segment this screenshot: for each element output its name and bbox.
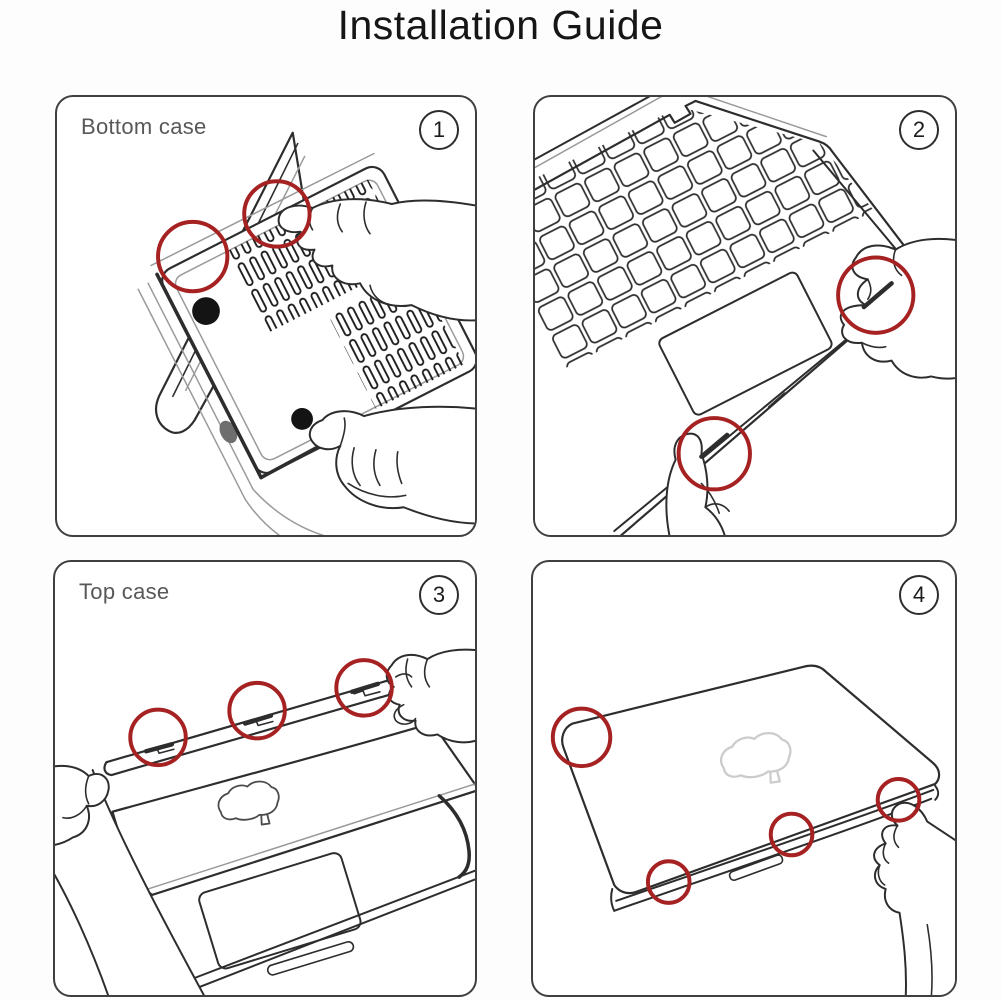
step-number: 1 — [432, 117, 446, 142]
hand-right — [387, 650, 475, 743]
panel-label: Bottom case — [81, 114, 207, 139]
keyboard-deck-illustration — [535, 97, 955, 535]
panel-step-3 — [53, 560, 477, 997]
top-case-illustration — [55, 562, 475, 995]
panel-step-1 — [55, 95, 477, 537]
page-title: Installation Guide — [337, 2, 664, 48]
bottom-case-illustration — [57, 97, 475, 535]
step-number: 3 — [432, 582, 446, 607]
hand-lower-right — [310, 407, 475, 524]
panel-label: Top case — [79, 579, 170, 604]
step-number-badge — [419, 575, 459, 615]
panel-step-4 — [531, 560, 957, 997]
installed-case-illustration — [533, 562, 955, 995]
step-number: 4 — [912, 582, 926, 607]
hand-right — [874, 803, 955, 995]
panel-step-2 — [533, 95, 957, 537]
step-number: 2 — [912, 117, 926, 142]
step-number-badge — [419, 110, 459, 150]
step-number-badge — [899, 110, 939, 150]
step-number-badge — [899, 575, 939, 615]
